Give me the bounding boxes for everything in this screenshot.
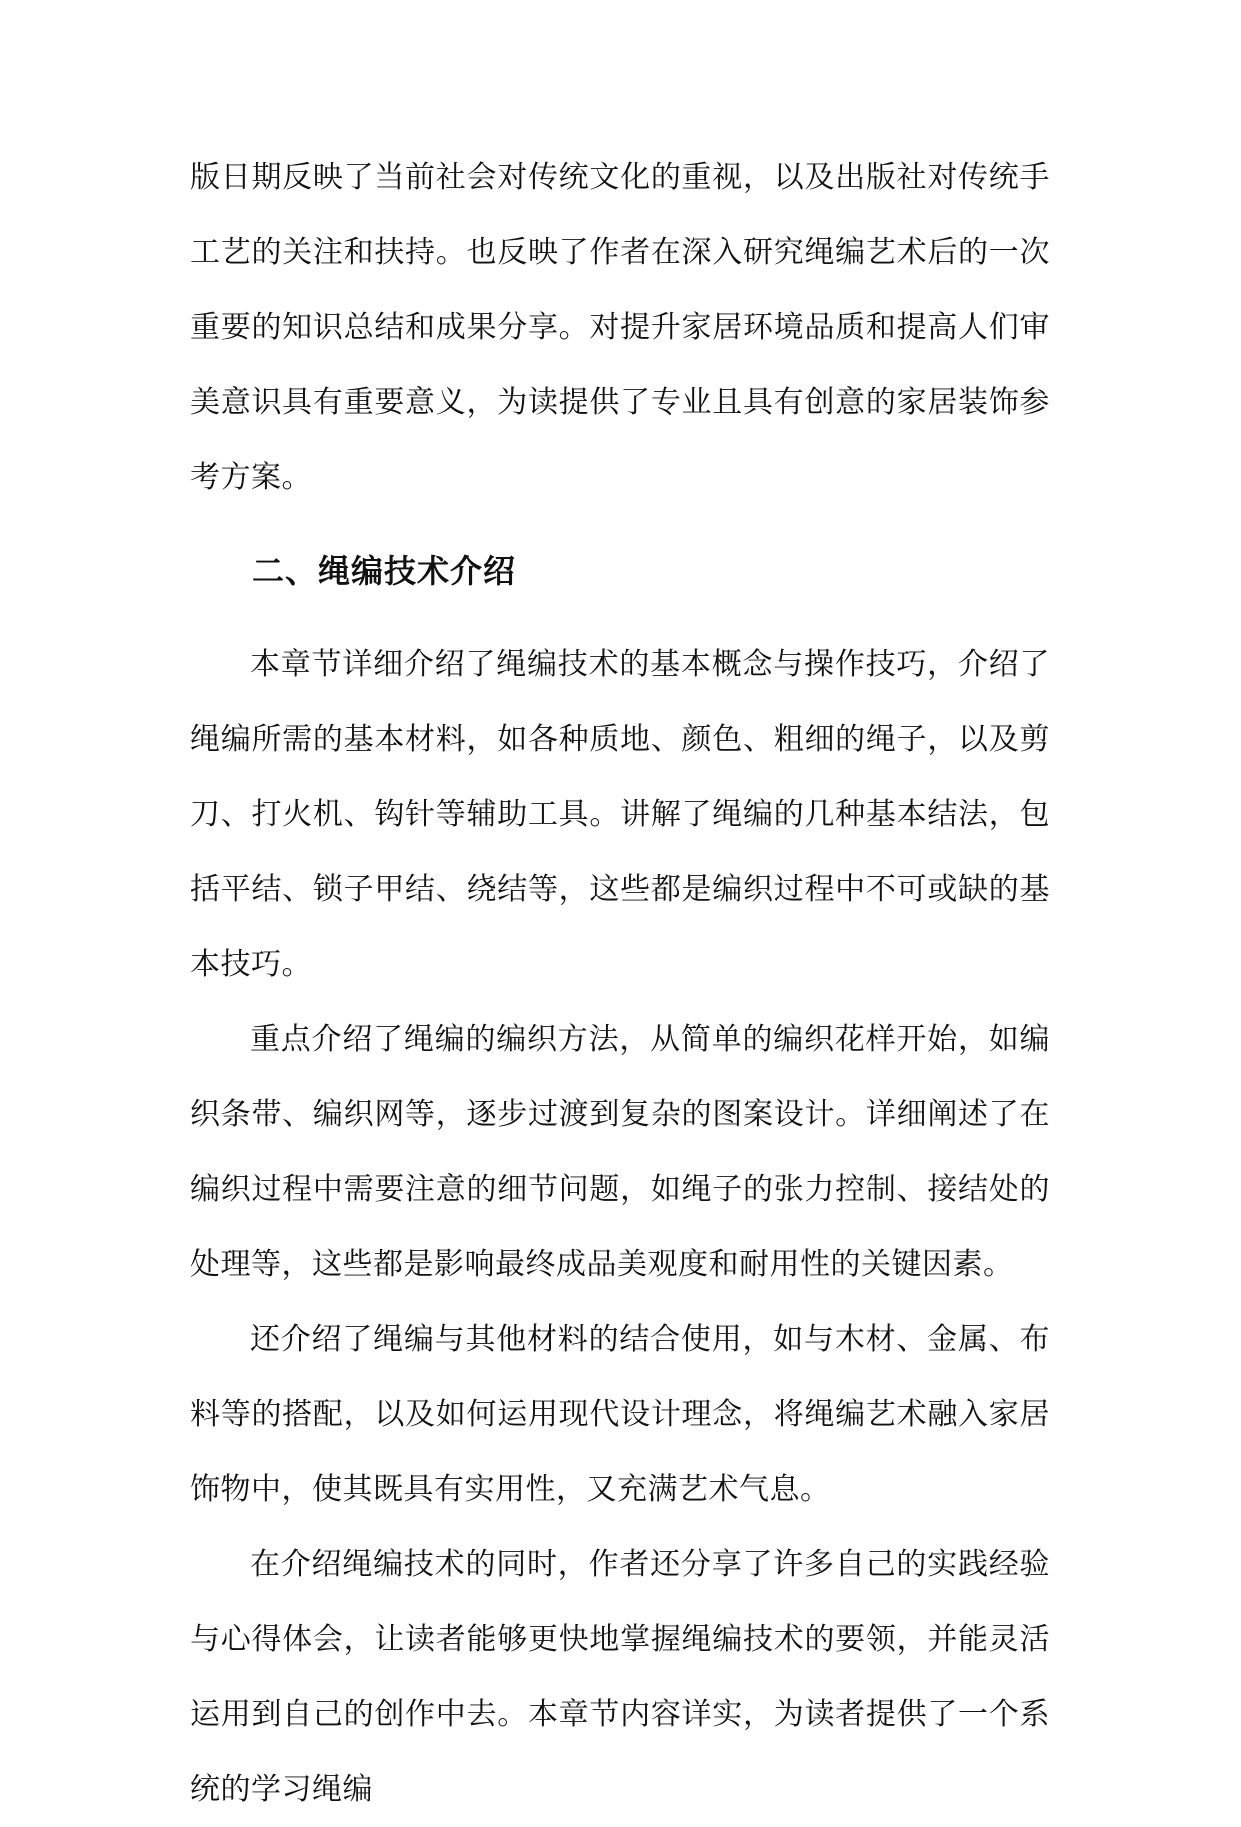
body-paragraph-3: 还介绍了绳编与其他材料的结合使用，如与木材、金属、布料等的搭配，以及如何运用现代设计理念，将绳编艺术融入家居饰物中，使其既具有实用性，又充满艺术气息。 xyxy=(190,1322,1050,1507)
section-heading: 二、绳编技术介绍 xyxy=(252,552,517,590)
body-paragraph-1: 本章节详细介绍了绳编技术的基本概念与操作技巧，介绍了绳编所需的基本材料，如各种质地、颜色、粗细的绳子，以及剪刀、打火机、钩针等辅助工具。讲解了绳编的几种基本结法，包括平结、锁子甲结、绕结等，这些都是编织过程中不可或缺的基本技巧。 xyxy=(190,647,1050,982)
body-paragraph-4: 在介绍绳编技术的同时，作者还分享了许多自己的实践经验与心得体会，让读者能够更快地掌握绳编技术的要领，并能灵活运用到自己的创作中去。本章节内容详实，为读者提供了一个系统的学习绳编 xyxy=(190,1547,1050,1807)
body-paragraph-2: 重点介绍了绳编的编织方法，从简单的编织花样开始，如编织条带、编织网等，逐步过渡到复杂的图案设计。详细阐述了在编织过程中需要注意的细节问题，如绳子的张力控制、接结处的处理等，这些都是影响最终成品美观度和耐用性的关键因素。 xyxy=(190,1022,1050,1282)
continuation-paragraph: 版日期反映了当前社会对传统文化的重视，以及出版社对传统手工艺的关注和扶持。也反映了作者在深入研究绳编艺术后的一次重要的知识总结和成果分享。对提升家居环境品质和提高人们审美意识具有重要意义，为读提供了专业且具有创意的家居装饰参考方案。 xyxy=(190,160,1050,495)
document-body xyxy=(190,140,1050,1827)
